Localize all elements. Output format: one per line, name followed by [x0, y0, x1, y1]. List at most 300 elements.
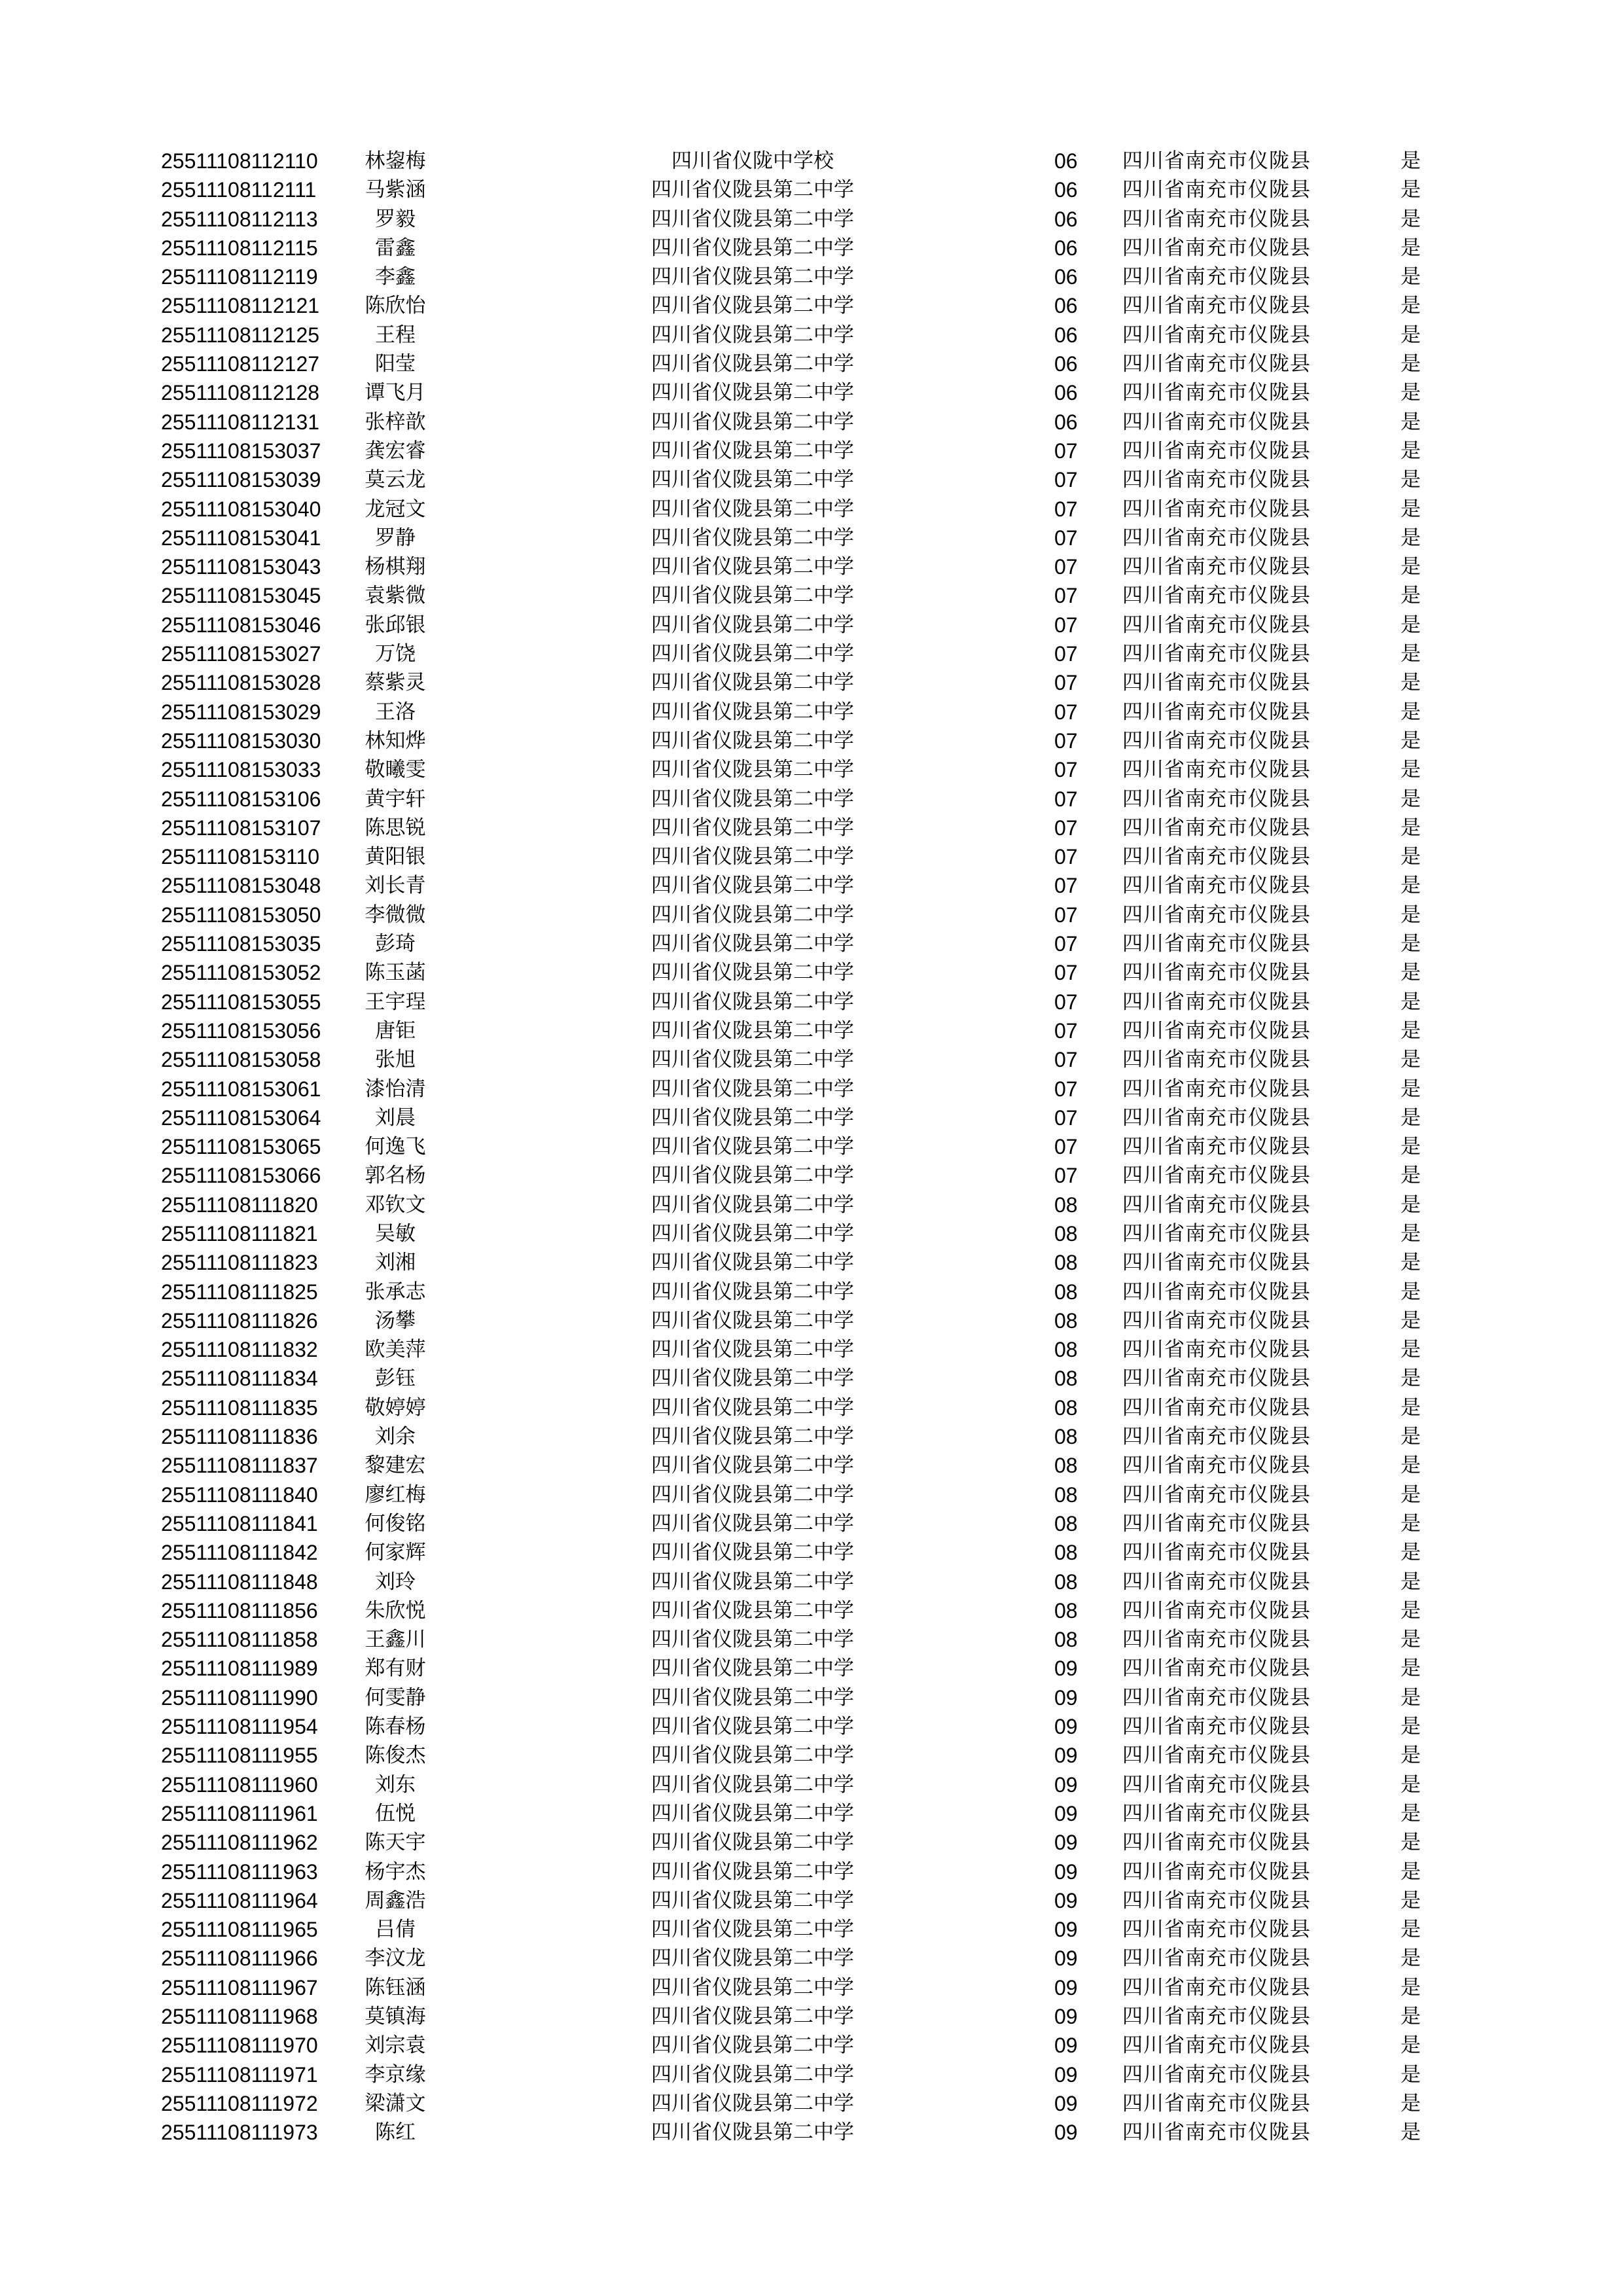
exam-number-cell: 25511108111955 — [161, 1744, 318, 1768]
status-flag-cell: 是 — [1400, 1280, 1421, 1304]
region-cell: 四川省南充市仪陇县 — [1122, 236, 1311, 260]
student-name-cell: 莫镇海 — [365, 2005, 426, 2028]
class-number-cell: 08 — [1054, 1221, 1078, 1246]
status-flag-cell: 是 — [1400, 932, 1421, 956]
class-number-cell: 07 — [1054, 671, 1078, 695]
table-row — [0, 350, 1623, 378]
school-cell: 四川省仪陇县第二中学 — [651, 497, 854, 521]
region-cell: 四川省南充市仪陇县 — [1122, 178, 1311, 202]
student-name-cell: 刘宗袁 — [365, 2034, 426, 2058]
status-flag-cell: 是 — [1400, 497, 1421, 521]
class-number-cell: 06 — [1054, 178, 1078, 202]
student-name-cell: 李汶龙 — [365, 1946, 426, 1971]
status-flag-cell: 是 — [1400, 1918, 1421, 1942]
table-row — [0, 262, 1623, 291]
student-name-cell: 李微微 — [365, 903, 426, 927]
region-cell: 四川省南充市仪陇县 — [1122, 990, 1311, 1014]
student-name-cell: 刘东 — [375, 1772, 416, 1797]
school-cell: 四川省仪陇县第二中学 — [651, 671, 854, 695]
student-name-cell: 罗静 — [375, 526, 416, 550]
exam-number-cell: 25511108111990 — [161, 1685, 318, 1710]
region-cell: 四川省南充市仪陇县 — [1122, 497, 1311, 521]
exam-number-cell: 25511108112131 — [161, 410, 320, 434]
region-cell: 四川省南充市仪陇县 — [1122, 1454, 1311, 1478]
student-name-cell: 敬婷婷 — [365, 1395, 426, 1420]
school-cell: 四川省仪陇县第二中学 — [651, 1859, 854, 1884]
school-cell: 四川省仪陇县第二中学 — [651, 1308, 854, 1333]
table-row — [0, 234, 1623, 262]
student-name-cell: 刘晨 — [375, 1105, 416, 1130]
region-cell: 四川省南充市仪陇县 — [1122, 1048, 1311, 1072]
student-name-cell: 张旭 — [375, 1048, 416, 1072]
status-flag-cell: 是 — [1400, 642, 1421, 666]
region-cell: 四川省南充市仪陇县 — [1122, 613, 1311, 637]
table-row — [0, 1596, 1623, 1625]
student-name-cell: 黄阳银 — [365, 845, 426, 869]
school-cell: 四川省仪陇县第二中学 — [651, 1888, 854, 1912]
school-cell: 四川省仪陇县第二中学 — [651, 1193, 854, 1217]
status-flag-cell: 是 — [1400, 1744, 1421, 1768]
table-row — [0, 1393, 1623, 1422]
class-number-cell: 09 — [1054, 1888, 1078, 1912]
table-row — [0, 842, 1623, 871]
region-cell: 四川省南充市仪陇县 — [1122, 1859, 1311, 1884]
class-number-cell: 07 — [1054, 1018, 1078, 1043]
school-cell: 四川省仪陇县第二中学 — [651, 1511, 854, 1535]
exam-number-cell: 25511108153035 — [161, 932, 321, 956]
table-row — [0, 814, 1623, 842]
school-cell: 四川省仪陇县第二中学 — [651, 1570, 854, 1594]
table-row — [0, 581, 1623, 610]
school-cell: 四川省仪陇县第二中学 — [651, 1454, 854, 1478]
region-cell: 四川省南充市仪陇县 — [1122, 1367, 1311, 1391]
status-flag-cell: 是 — [1400, 468, 1421, 492]
class-number-cell: 07 — [1054, 874, 1078, 898]
region-cell: 四川省南充市仪陇县 — [1122, 1280, 1311, 1304]
table-row — [0, 1191, 1623, 1219]
exam-number-cell: 25511108111848 — [161, 1570, 318, 1594]
student-name-cell: 廖红梅 — [365, 1482, 426, 1507]
school-cell: 四川省仪陇县第二中学 — [651, 1367, 854, 1391]
region-cell: 四川省南充市仪陇县 — [1122, 1425, 1311, 1449]
status-flag-cell: 是 — [1400, 439, 1421, 463]
school-cell: 四川省仪陇县第二中学 — [651, 207, 854, 231]
student-name-cell: 刘余 — [375, 1425, 416, 1449]
school-cell: 四川省仪陇县第二中学 — [651, 961, 854, 985]
class-number-cell: 07 — [1054, 816, 1078, 840]
status-flag-cell: 是 — [1400, 584, 1421, 608]
exam-number-cell: 25511108111962 — [161, 1831, 318, 1855]
class-number-cell: 09 — [1054, 2034, 1078, 2058]
school-cell: 四川省仪陇县第二中学 — [651, 1077, 854, 1101]
status-flag-cell: 是 — [1400, 2062, 1421, 2087]
status-flag-cell: 是 — [1400, 1975, 1421, 2000]
exam-number-cell: 25511108111820 — [161, 1193, 318, 1217]
region-cell: 四川省南充市仪陇县 — [1122, 1744, 1311, 1768]
school-cell: 四川省仪陇县第二中学 — [651, 1135, 854, 1159]
student-name-cell: 彭钰 — [375, 1367, 416, 1391]
status-flag-cell: 是 — [1400, 555, 1421, 579]
student-name-cell: 邓钦文 — [365, 1193, 426, 1217]
region-cell: 四川省南充市仪陇县 — [1122, 265, 1311, 289]
table-row — [0, 408, 1623, 437]
student-name-cell: 罗毅 — [375, 207, 416, 231]
school-cell: 四川省仪陇县第二中学 — [651, 1918, 854, 1942]
exam-number-cell: 25511108153066 — [161, 1164, 321, 1188]
status-flag-cell: 是 — [1400, 1367, 1421, 1391]
region-cell: 四川省南充市仪陇县 — [1122, 1221, 1311, 1246]
exam-number-cell: 25511108153030 — [161, 728, 321, 753]
exam-number-cell: 25511108153056 — [161, 1018, 321, 1043]
region-cell: 四川省南充市仪陇县 — [1122, 1831, 1311, 1855]
class-number-cell: 06 — [1054, 149, 1078, 173]
region-cell: 四川省南充市仪陇县 — [1122, 1685, 1311, 1710]
table-row — [0, 2031, 1623, 2060]
class-number-cell: 06 — [1054, 294, 1078, 318]
class-number-cell: 06 — [1054, 381, 1078, 405]
school-cell: 四川省仪陇县第二中学 — [651, 787, 854, 811]
exam-number-cell: 25511108153061 — [161, 1077, 321, 1101]
region-cell: 四川省南充市仪陇县 — [1122, 1598, 1311, 1623]
table-row — [0, 2002, 1623, 2031]
exam-number-cell: 25511108112111 — [161, 178, 317, 202]
table-row — [0, 1886, 1623, 1915]
status-flag-cell: 是 — [1400, 1628, 1421, 1652]
school-cell: 四川省仪陇县第二中学 — [651, 265, 854, 289]
exam-number-cell: 25511108111842 — [161, 1541, 318, 1565]
exam-number-cell: 25511108153037 — [161, 439, 321, 463]
status-flag-cell: 是 — [1400, 410, 1421, 434]
table-row — [0, 1741, 1623, 1770]
status-flag-cell: 是 — [1400, 1685, 1421, 1710]
region-cell: 四川省南充市仪陇县 — [1122, 1338, 1311, 1362]
exam-number-cell: 25511108153107 — [161, 816, 321, 840]
class-number-cell: 07 — [1054, 932, 1078, 956]
student-name-cell: 龚宏睿 — [365, 439, 426, 463]
class-number-cell: 07 — [1054, 1048, 1078, 1072]
class-number-cell: 08 — [1054, 1280, 1078, 1304]
student-name-cell: 彭琦 — [375, 932, 416, 956]
student-name-cell: 周鑫浩 — [365, 1888, 426, 1912]
status-flag-cell: 是 — [1400, 149, 1421, 173]
student-name-cell: 龙冠文 — [365, 497, 426, 521]
class-number-cell: 07 — [1054, 1105, 1078, 1130]
exam-number-cell: 25511108153041 — [161, 526, 321, 550]
student-name-cell: 张邱银 — [365, 613, 426, 637]
status-flag-cell: 是 — [1400, 2091, 1421, 2115]
region-cell: 四川省南充市仪陇县 — [1122, 468, 1311, 492]
exam-number-cell: 25511108112125 — [161, 323, 320, 347]
school-cell: 四川省仪陇县第二中学 — [651, 410, 854, 434]
region-cell: 四川省南充市仪陇县 — [1122, 816, 1311, 840]
status-flag-cell: 是 — [1400, 1338, 1421, 1362]
class-number-cell: 08 — [1054, 1425, 1078, 1449]
class-number-cell: 07 — [1054, 700, 1078, 724]
class-number-cell: 08 — [1054, 1454, 1078, 1478]
table-row — [0, 147, 1623, 175]
school-cell: 四川省仪陇县第二中学 — [651, 555, 854, 579]
region-cell: 四川省南充市仪陇县 — [1122, 323, 1311, 347]
exam-number-cell: 25511108153065 — [161, 1135, 321, 1159]
status-flag-cell: 是 — [1400, 1425, 1421, 1449]
student-name-cell: 唐钜 — [375, 1018, 416, 1043]
school-cell: 四川省仪陇县第二中学 — [651, 1772, 854, 1797]
student-name-cell: 陈红 — [375, 2121, 416, 2145]
region-cell: 四川省南充市仪陇县 — [1122, 1715, 1311, 1739]
school-cell: 四川省仪陇中学校 — [671, 149, 834, 173]
table-row — [0, 1422, 1623, 1451]
school-cell: 四川省仪陇县第二中学 — [651, 845, 854, 869]
school-cell: 四川省仪陇县第二中学 — [651, 584, 854, 608]
student-name-cell: 汤攀 — [375, 1308, 416, 1333]
status-flag-cell: 是 — [1400, 1570, 1421, 1594]
status-flag-cell: 是 — [1400, 874, 1421, 898]
class-number-cell: 06 — [1054, 323, 1078, 347]
school-cell: 四川省仪陇县第二中学 — [651, 932, 854, 956]
status-flag-cell: 是 — [1400, 323, 1421, 347]
table-row — [0, 1625, 1623, 1654]
table-row — [0, 1712, 1623, 1741]
student-name-cell: 陈思锐 — [365, 816, 426, 840]
status-flag-cell: 是 — [1400, 1859, 1421, 1884]
class-number-cell: 06 — [1054, 265, 1078, 289]
exam-number-cell: 25511108111961 — [161, 1801, 318, 1825]
student-name-cell: 何雯静 — [365, 1685, 426, 1710]
exam-number-cell: 25511108112121 — [161, 294, 320, 318]
school-cell: 四川省仪陇县第二中学 — [651, 2062, 854, 2087]
school-cell: 四川省仪陇县第二中学 — [651, 1164, 854, 1188]
exam-number-cell: 25511108153045 — [161, 584, 321, 608]
status-flag-cell: 是 — [1400, 613, 1421, 637]
school-cell: 四川省仪陇县第二中学 — [651, 642, 854, 666]
table-row — [0, 1915, 1623, 1944]
table-row — [0, 988, 1623, 1016]
school-cell: 四川省仪陇县第二中学 — [651, 1744, 854, 1768]
region-cell: 四川省南充市仪陇县 — [1122, 1918, 1311, 1942]
class-number-cell: 08 — [1054, 1482, 1078, 1507]
region-cell: 四川省南充市仪陇县 — [1122, 1018, 1311, 1043]
region-cell: 四川省南充市仪陇县 — [1122, 1105, 1311, 1130]
region-cell: 四川省南充市仪陇县 — [1122, 2005, 1311, 2028]
status-flag-cell: 是 — [1400, 1308, 1421, 1333]
student-name-cell: 林鋆梅 — [365, 149, 426, 173]
table-row — [0, 1509, 1623, 1538]
table-row — [0, 1045, 1623, 1074]
school-cell: 四川省仪陇县第二中学 — [651, 758, 854, 782]
status-flag-cell: 是 — [1400, 787, 1421, 811]
region-cell: 四川省南充市仪陇县 — [1122, 1975, 1311, 2000]
exam-number-cell: 25511108111834 — [161, 1367, 318, 1391]
class-number-cell: 07 — [1054, 555, 1078, 579]
class-number-cell: 07 — [1054, 613, 1078, 637]
table-row — [0, 175, 1623, 204]
exam-number-cell: 25511108111954 — [161, 1715, 318, 1739]
student-name-cell: 敬曦雯 — [365, 758, 426, 782]
region-cell: 四川省南充市仪陇县 — [1122, 555, 1311, 579]
exam-number-cell: 25511108153064 — [161, 1105, 321, 1130]
exam-number-cell: 25511108111836 — [161, 1425, 318, 1449]
student-name-cell: 马紫涵 — [365, 178, 426, 202]
class-number-cell: 06 — [1054, 352, 1078, 376]
exam-number-cell: 25511108153050 — [161, 903, 321, 927]
exam-number-cell: 25511108153028 — [161, 671, 321, 695]
region-cell: 四川省南充市仪陇县 — [1122, 410, 1311, 434]
table-row — [0, 1364, 1623, 1393]
table-row — [0, 1480, 1623, 1509]
region-cell: 四川省南充市仪陇县 — [1122, 2121, 1311, 2145]
region-cell: 四川省南充市仪陇县 — [1122, 787, 1311, 811]
table-row — [0, 1103, 1623, 1132]
school-cell: 四川省仪陇县第二中学 — [651, 1975, 854, 2000]
status-flag-cell: 是 — [1400, 671, 1421, 695]
student-name-cell: 莫云龙 — [365, 468, 426, 492]
table-row — [0, 1973, 1623, 2002]
region-cell: 四川省南充市仪陇县 — [1122, 2091, 1311, 2115]
region-cell: 四川省南充市仪陇县 — [1122, 294, 1311, 318]
status-flag-cell: 是 — [1400, 1598, 1421, 1623]
student-name-cell: 杨宇杰 — [365, 1859, 426, 1884]
student-name-cell: 陈天宇 — [365, 1831, 426, 1855]
table-row — [0, 378, 1623, 407]
student-name-cell: 郭名杨 — [365, 1164, 426, 1188]
student-name-cell: 王宇珵 — [365, 990, 426, 1014]
status-flag-cell: 是 — [1400, 1105, 1421, 1130]
exam-number-cell: 25511108111858 — [161, 1628, 318, 1652]
table-row — [0, 1132, 1623, 1161]
exam-number-cell: 25511108111821 — [161, 1221, 318, 1246]
exam-number-cell: 25511108111966 — [161, 1946, 318, 1971]
status-flag-cell: 是 — [1400, 1946, 1421, 1971]
student-name-cell: 陈钰涵 — [365, 1975, 426, 2000]
class-number-cell: 07 — [1054, 1135, 1078, 1159]
table-row — [0, 698, 1623, 726]
school-cell: 四川省仪陇县第二中学 — [651, 1425, 854, 1449]
table-row — [0, 321, 1623, 350]
region-cell: 四川省南充市仪陇县 — [1122, 932, 1311, 956]
student-name-cell: 欧美萍 — [365, 1338, 426, 1362]
table-row — [0, 1306, 1623, 1335]
roster-sheet — [0, 147, 1623, 2147]
status-flag-cell: 是 — [1400, 845, 1421, 869]
student-name-cell: 何逸飞 — [365, 1135, 426, 1159]
status-flag-cell: 是 — [1400, 294, 1421, 318]
school-cell: 四川省仪陇县第二中学 — [651, 468, 854, 492]
status-flag-cell: 是 — [1400, 990, 1421, 1014]
status-flag-cell: 是 — [1400, 1135, 1421, 1159]
table-row — [0, 291, 1623, 320]
status-flag-cell: 是 — [1400, 178, 1421, 202]
class-number-cell: 08 — [1054, 1628, 1078, 1652]
class-number-cell: 07 — [1054, 845, 1078, 869]
exam-number-cell: 25511108153039 — [161, 468, 321, 492]
table-row — [0, 958, 1623, 987]
region-cell: 四川省南充市仪陇县 — [1122, 1772, 1311, 1797]
table-row — [0, 465, 1623, 494]
school-cell: 四川省仪陇县第二中学 — [651, 1105, 854, 1130]
school-cell: 四川省仪陇县第二中学 — [651, 990, 854, 1014]
exam-number-cell: 25511108111841 — [161, 1511, 318, 1535]
region-cell: 四川省南充市仪陇县 — [1122, 845, 1311, 869]
region-cell: 四川省南充市仪陇县 — [1122, 1946, 1311, 1971]
student-name-cell: 郑有财 — [365, 1657, 426, 1681]
region-cell: 四川省南充市仪陇县 — [1122, 758, 1311, 782]
class-number-cell: 07 — [1054, 903, 1078, 927]
exam-number-cell: 25511108111856 — [161, 1598, 318, 1623]
status-flag-cell: 是 — [1400, 903, 1421, 927]
class-number-cell: 09 — [1054, 1744, 1078, 1768]
school-cell: 四川省仪陇县第二中学 — [651, 2121, 854, 2145]
exam-number-cell: 25511108111823 — [161, 1251, 318, 1275]
school-cell: 四川省仪陇县第二中学 — [651, 1221, 854, 1246]
class-number-cell: 08 — [1054, 1193, 1078, 1217]
school-cell: 四川省仪陇县第二中学 — [651, 728, 854, 753]
school-cell: 四川省仪陇县第二中学 — [651, 1251, 854, 1275]
school-cell: 四川省仪陇县第二中学 — [651, 903, 854, 927]
school-cell: 四川省仪陇县第二中学 — [651, 1628, 854, 1652]
exam-number-cell: 25511108111837 — [161, 1454, 318, 1478]
exam-number-cell: 25511108111967 — [161, 1975, 318, 2000]
class-number-cell: 09 — [1054, 1859, 1078, 1884]
region-cell: 四川省南充市仪陇县 — [1122, 671, 1311, 695]
region-cell: 四川省南充市仪陇县 — [1122, 1482, 1311, 1507]
class-number-cell: 08 — [1054, 1338, 1078, 1362]
status-flag-cell: 是 — [1400, 700, 1421, 724]
student-name-cell: 黎建宏 — [365, 1454, 426, 1478]
student-name-cell: 谭飞月 — [365, 381, 426, 405]
exam-number-cell: 25511108112110 — [161, 149, 318, 173]
class-number-cell: 07 — [1054, 787, 1078, 811]
student-name-cell: 阳莹 — [375, 352, 416, 376]
region-cell: 四川省南充市仪陇县 — [1122, 439, 1311, 463]
table-row — [0, 871, 1623, 900]
student-name-cell: 王洛 — [375, 700, 416, 724]
student-name-cell: 陈俊杰 — [365, 1744, 426, 1768]
region-cell: 四川省南充市仪陇县 — [1122, 1395, 1311, 1420]
table-row — [0, 1944, 1623, 1973]
table-row — [0, 1075, 1623, 1103]
region-cell: 四川省南充市仪陇县 — [1122, 584, 1311, 608]
exam-number-cell: 25511108111965 — [161, 1918, 318, 1942]
table-row — [0, 639, 1623, 668]
table-row — [0, 2118, 1623, 2147]
class-number-cell: 07 — [1054, 584, 1078, 608]
exam-number-cell: 25511108111825 — [161, 1280, 318, 1304]
student-name-cell: 李鑫 — [375, 265, 416, 289]
region-cell: 四川省南充市仪陇县 — [1122, 903, 1311, 927]
class-number-cell: 08 — [1054, 1541, 1078, 1565]
exam-number-cell: 25511108111840 — [161, 1482, 318, 1507]
table-row — [0, 437, 1623, 465]
student-name-cell: 杨棋翔 — [365, 555, 426, 579]
table-row — [0, 1770, 1623, 1799]
exam-number-cell: 25511108153043 — [161, 555, 321, 579]
region-cell: 四川省南充市仪陇县 — [1122, 1628, 1311, 1652]
school-cell: 四川省仪陇县第二中学 — [651, 1482, 854, 1507]
class-number-cell: 06 — [1054, 236, 1078, 260]
status-flag-cell: 是 — [1400, 2121, 1421, 2145]
exam-number-cell: 25511108153027 — [161, 642, 321, 666]
status-flag-cell: 是 — [1400, 1541, 1421, 1565]
class-number-cell: 08 — [1054, 1367, 1078, 1391]
status-flag-cell: 是 — [1400, 1454, 1421, 1478]
status-flag-cell: 是 — [1400, 1077, 1421, 1101]
student-name-cell: 吴敏 — [375, 1221, 416, 1246]
table-row — [0, 1278, 1623, 1306]
exam-number-cell: 25511108112127 — [161, 352, 320, 376]
class-number-cell: 09 — [1054, 1657, 1078, 1681]
exam-number-cell: 25511108111972 — [161, 2091, 318, 2115]
region-cell: 四川省南充市仪陇县 — [1122, 642, 1311, 666]
